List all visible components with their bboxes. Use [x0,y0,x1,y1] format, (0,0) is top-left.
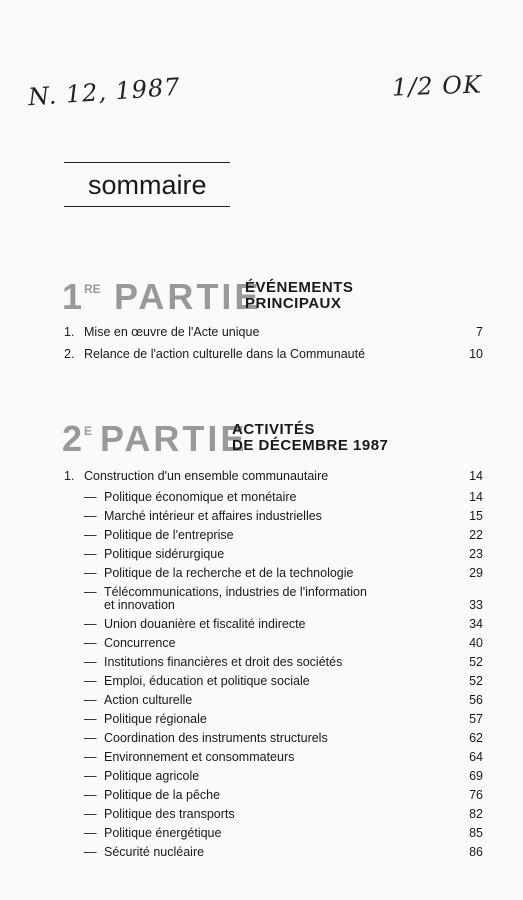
subitem-label: Politique de l'entreprise [104,528,234,542]
subitem-page: 22 [469,528,483,542]
subitem-dash: — [84,490,97,504]
handwritten-reference: N. 12, 1987 [27,72,182,112]
subitem-page: 64 [469,750,483,764]
subitem-page: 57 [469,712,483,726]
subitem-page: 23 [469,547,483,561]
toc-item-number: 2. [64,347,75,361]
subitem-label: Action culturelle [104,693,193,707]
subitem-dash: — [84,693,97,707]
subitem-page: 62 [469,731,483,745]
toc-item-label: Construction d'un ensemble communautaire [84,469,329,483]
toc-item-number: 1. [64,469,75,483]
subitem-page: 33 [469,598,483,612]
part1-number: 1 [62,276,84,317]
subitem-label: Sécurité nucléaire [104,845,205,859]
toc-item-page: 10 [469,347,483,361]
subitem-page: 15 [469,509,483,523]
toc-item-page: 7 [476,325,483,339]
subitem-label: Marché intérieur et affaires industrielles [104,509,322,523]
subitem-dash: — [84,750,97,764]
subitem-page: 29 [469,566,483,580]
subitem-page: 52 [469,655,483,669]
toc-item-number: 1. [64,325,75,339]
subitem-dash: — [84,769,97,783]
handwritten-note: 1/2 OK [391,70,483,102]
part2-heading-line2: DE DÉCEMBRE 1987 [232,437,389,454]
subitem-dash: — [84,731,97,745]
title-bottom-rule [64,206,230,207]
subitem-label: Politique de la pêche [104,788,221,802]
subitem-label: Politique de la recherche et de la technologie [104,566,354,580]
subitem-label: Emploi, éducation et politique sociale [104,674,310,688]
subitem-label: Politique sidérurgique [104,547,225,561]
part2-number: 2 [62,418,84,459]
part1-heading-line2: PRINCIPAUX [245,295,342,312]
subitem-label: Concurrence [104,636,176,650]
subitem-dash: — [84,585,97,599]
part2-word: PARTIE [100,418,248,459]
subitem-dash: — [84,674,97,688]
subitem-page: 40 [469,636,483,650]
subitem-dash: — [84,712,97,726]
subitem-label: Politique énergétique [104,826,222,840]
part2-superscript: E [84,424,93,438]
subitem-page: 34 [469,617,483,631]
subitem-dash: — [84,528,97,542]
subitem-page: 76 [469,788,483,802]
toc-item-page: 14 [469,469,483,483]
subitem-label: Union douanière et fiscalité indirecte [104,617,306,631]
part2-heading-line1: ACTIVITÉS [232,421,315,438]
subitem-label: Télécommunications, industries de l'information [104,585,367,599]
subitem-label: Politique agricole [104,769,200,783]
subitem-page: 86 [469,845,483,859]
subitem-label: Institutions financières et droit des sociétés [104,655,343,669]
subitem-label: Environnement et consommateurs [104,750,295,764]
subitem-dash: — [84,509,97,523]
subitem-dash: — [84,566,97,580]
subitem-label-continued: et innovation [104,598,175,612]
part1-superscript: RE [84,282,101,296]
subitem-label: Coordination des instruments structurels [104,731,328,745]
subitem-dash: — [84,807,97,821]
page-title: sommaire [88,170,207,200]
subitem-page: 82 [469,807,483,821]
subitem-page: 69 [469,769,483,783]
part1-heading-line1: ÉVÉNEMENTS [245,279,354,296]
toc-item-label: Mise en œuvre de l'Acte unique [84,325,260,339]
subitem-dash: — [84,617,97,631]
subitem-dash: — [84,845,97,859]
title-top-rule [64,162,230,163]
subitem-label: Politique économique et monétaire [104,490,297,504]
subitem-dash: — [84,547,97,561]
subitem-page: 56 [469,693,483,707]
subitem-dash: — [84,636,97,650]
subitem-page: 85 [469,826,483,840]
subitem-page: 14 [469,490,483,504]
subitem-label: Politique des transports [104,807,235,821]
subitem-label: Politique régionale [104,712,207,726]
subitem-dash: — [84,655,97,669]
subitem-dash: — [84,788,97,802]
part1-word: PARTIE [114,276,262,317]
subitem-dash: — [84,826,97,840]
toc-item-label: Relance de l'action culturelle dans la Communauté [84,347,366,361]
subitem-page: 52 [469,674,483,688]
